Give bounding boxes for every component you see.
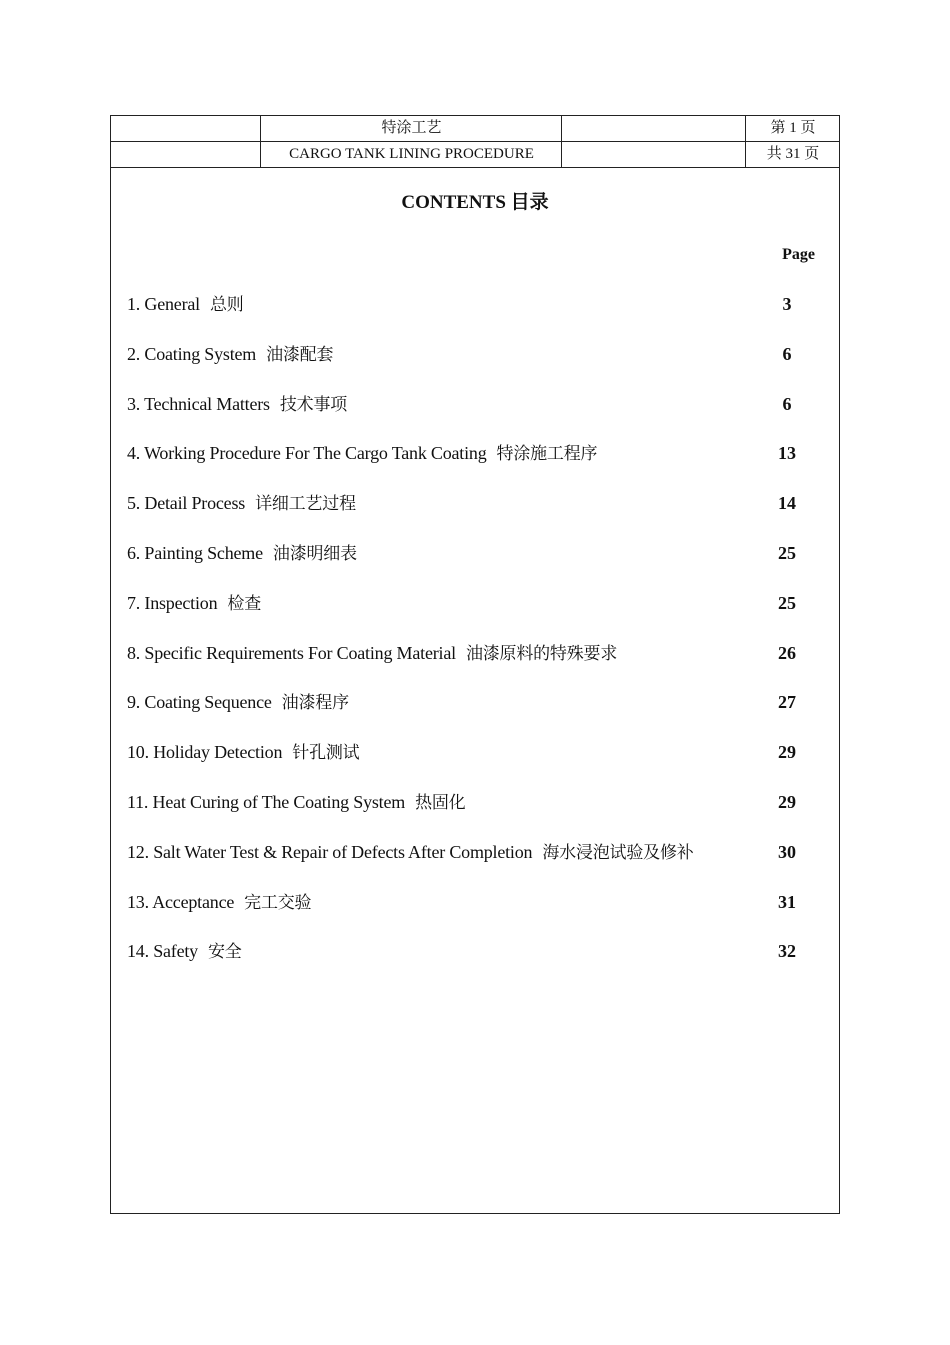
toc-item[interactable] bbox=[111, 440, 839, 490]
toc-item[interactable] bbox=[111, 291, 839, 341]
toc-item-title-zh: 海水浸泡试验及修补 bbox=[542, 842, 694, 863]
toc-item[interactable] bbox=[111, 889, 839, 939]
toc-item[interactable] bbox=[111, 938, 839, 988]
toc-item[interactable] bbox=[111, 590, 839, 640]
header-row-1 bbox=[111, 116, 839, 142]
toc-item-title-en: 14. Safety bbox=[127, 941, 198, 962]
toc-item-title-en: 10. Holiday Detection bbox=[127, 742, 283, 763]
toc-item-page: 26 bbox=[778, 642, 796, 663]
toc-item-title-en: 1. General bbox=[127, 294, 200, 314]
toc-item-page: 29 bbox=[778, 791, 796, 812]
toc-item-title-en: 8. Specific Requirements For Coating Material bbox=[127, 642, 456, 663]
toc-item-title-zh: 特涂施工程序 bbox=[496, 444, 598, 465]
toc-item-title-en: 11. Heat Curing of The Coating System bbox=[127, 791, 406, 812]
toc-item[interactable] bbox=[111, 490, 839, 540]
toc-item-title-en: 13. Acceptance bbox=[127, 891, 235, 912]
table-of-contents bbox=[111, 291, 839, 988]
page-current: 第 1 页 bbox=[770, 120, 816, 136]
contents-title: CONTENTS 目录 bbox=[401, 192, 549, 213]
document-title-en: CARGO TANK LINING PROCEDURE bbox=[262, 142, 562, 167]
toc-item[interactable] bbox=[111, 391, 839, 441]
toc-item-title-zh: 油漆明细表 bbox=[272, 543, 357, 564]
toc-item[interactable] bbox=[111, 839, 839, 889]
toc-item-title-en: 12. Salt Water Test & Repair of Defects After Completion bbox=[127, 841, 533, 862]
toc-item-page: 25 bbox=[778, 542, 796, 563]
toc-item-title-en: 9. Coating Sequence bbox=[127, 692, 272, 713]
toc-item-title-en: 5. Detail Process bbox=[127, 493, 246, 514]
toc-item-page: 3 bbox=[782, 294, 792, 314]
toc-item-page: 31 bbox=[778, 891, 796, 912]
toc-item-page: 27 bbox=[778, 692, 796, 713]
toc-item-title-zh: 技术事项 bbox=[279, 394, 348, 415]
toc-item-page: 30 bbox=[778, 841, 796, 862]
toc-item-title-zh: 安全 bbox=[208, 942, 242, 963]
toc-item-title-zh: 详细工艺过程 bbox=[255, 494, 356, 515]
toc-item-title-zh: 针孔测试 bbox=[292, 743, 360, 764]
toc-item[interactable] bbox=[111, 540, 839, 590]
header-row-2 bbox=[111, 142, 839, 168]
toc-item-title-zh: 油漆配套 bbox=[266, 344, 334, 365]
toc-item-page: 13 bbox=[778, 443, 796, 464]
toc-item-page: 25 bbox=[778, 592, 796, 613]
toc-item-title-en: 3. Technical Matters bbox=[127, 393, 270, 414]
toc-item-page: 29 bbox=[778, 742, 796, 763]
document-frame bbox=[110, 115, 840, 1214]
toc-item[interactable] bbox=[111, 640, 839, 690]
toc-item-title-zh: 油漆原料的特殊要求 bbox=[465, 643, 618, 664]
toc-item-title-en: 6. Painting Scheme bbox=[127, 542, 263, 563]
header-blank-cell bbox=[563, 142, 746, 167]
toc-item[interactable] bbox=[111, 789, 839, 839]
toc-item-title-zh: 热固化 bbox=[415, 792, 466, 813]
document-title-zh: 特涂工艺 bbox=[262, 116, 562, 141]
toc-item-title-zh: 检查 bbox=[227, 593, 261, 614]
toc-item[interactable] bbox=[111, 739, 839, 789]
toc-item[interactable] bbox=[111, 341, 839, 391]
toc-item-page: 6 bbox=[782, 343, 792, 364]
page-total: 共 31 页 bbox=[766, 146, 820, 162]
page-column-label: Page bbox=[782, 246, 815, 263]
header-blank-cell bbox=[111, 116, 261, 141]
header-blank-cell bbox=[111, 142, 261, 167]
toc-item-page: 14 bbox=[778, 493, 796, 514]
toc-item-title-zh: 总则 bbox=[209, 295, 244, 315]
toc-item[interactable] bbox=[111, 689, 839, 739]
header-blank-cell bbox=[563, 116, 746, 141]
toc-item-title-en: 2. Coating System bbox=[127, 343, 257, 364]
toc-item-title-zh: 油漆程序 bbox=[281, 693, 349, 714]
toc-item-title-en: 4. Working Procedure For The Cargo Tank Coating bbox=[127, 443, 487, 464]
toc-item-title-zh: 完工交验 bbox=[244, 892, 312, 913]
toc-item-title-en: 7. Inspection bbox=[127, 592, 218, 613]
toc-item-page: 6 bbox=[782, 393, 792, 414]
toc-item-page: 32 bbox=[778, 941, 796, 962]
